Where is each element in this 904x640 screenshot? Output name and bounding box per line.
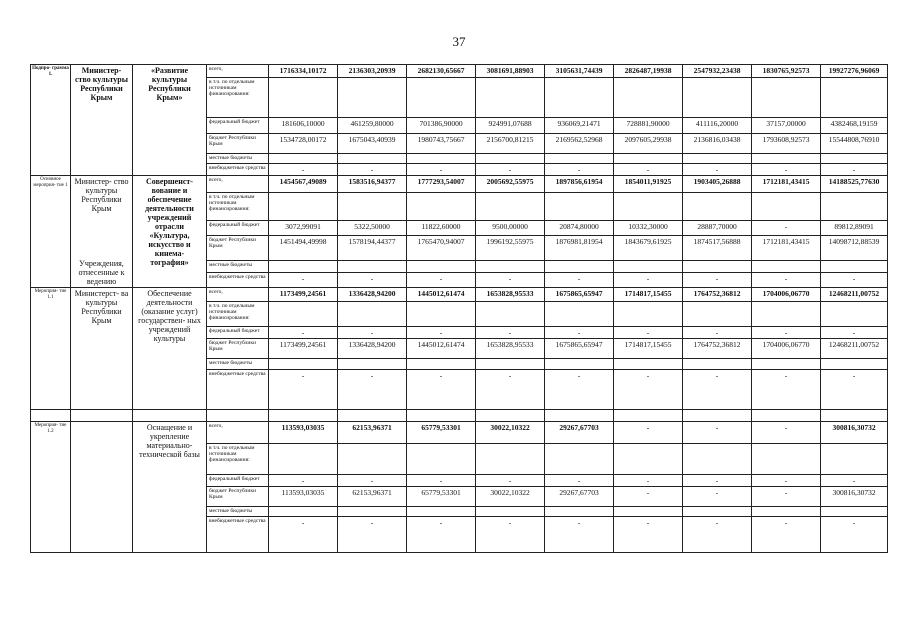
executor-cell bbox=[71, 422, 133, 553]
value-cell bbox=[683, 302, 752, 327]
value-cell: - bbox=[614, 327, 683, 339]
value-cell: 15544808,76910 bbox=[821, 134, 888, 154]
funding-source-label: внебюджетные средства bbox=[207, 517, 269, 553]
value-cell: 1583516,94377 bbox=[338, 176, 407, 193]
value-cell: 3105631,74439 bbox=[545, 65, 614, 78]
funding-source-label: федеральный бюджет bbox=[207, 327, 269, 339]
value-cell bbox=[269, 260, 338, 272]
funding-source-label: в т.ч. по отдельным источникам финансирования: bbox=[207, 444, 269, 475]
value-cell bbox=[407, 444, 476, 475]
executor-cell bbox=[71, 65, 133, 176]
value-cell: - bbox=[752, 517, 821, 553]
value-cell: 1714817,15455 bbox=[614, 339, 683, 359]
value-cell: 29267,67703 bbox=[545, 422, 614, 444]
funding-source-label: местные бюджеты bbox=[207, 154, 269, 164]
value-cell bbox=[683, 359, 752, 370]
executor-text: Министерст- ва культуры Республики Крым bbox=[74, 289, 129, 325]
value-cell bbox=[338, 444, 407, 475]
value-cell bbox=[821, 193, 888, 220]
value-cell: - bbox=[476, 327, 545, 339]
value-cell: 1903405,26888 bbox=[683, 176, 752, 193]
value-cell: 1704006,06770 bbox=[752, 288, 821, 302]
value-cell: - bbox=[338, 164, 407, 176]
value-cell: 2136816,03438 bbox=[683, 134, 752, 154]
value-cell: 3081691,88903 bbox=[476, 65, 545, 78]
value-cell: - bbox=[545, 164, 614, 176]
value-cell: - bbox=[821, 475, 888, 487]
row-code-cell: Подпро- грамма 1. bbox=[31, 65, 71, 176]
value-cell: - bbox=[407, 273, 476, 288]
spacer-cell bbox=[683, 410, 752, 422]
value-cell bbox=[614, 78, 683, 118]
value-cell: - bbox=[545, 370, 614, 410]
spacer-cell bbox=[821, 410, 888, 422]
value-cell bbox=[407, 507, 476, 517]
value-cell: 113593,03035 bbox=[269, 422, 338, 444]
funding-source-label: всего, bbox=[207, 176, 269, 193]
value-cell bbox=[683, 154, 752, 164]
value-cell bbox=[614, 154, 683, 164]
value-cell: 936069,21471 bbox=[545, 118, 614, 134]
value-cell: 1996192,55975 bbox=[476, 235, 545, 260]
funding-source-label: бюджет Республики Крым bbox=[207, 134, 269, 154]
value-cell bbox=[407, 78, 476, 118]
value-cell: - bbox=[545, 273, 614, 288]
funding-source-label: бюджет Республики Крым bbox=[207, 339, 269, 359]
funding-source-label: федеральный бюджет bbox=[207, 118, 269, 134]
funding-source-label: федеральный бюджет bbox=[207, 475, 269, 487]
value-cell: - bbox=[752, 220, 821, 235]
measure-name-cell: Совершенст- вование и обеспечение деятельности учреждений отрасли «Культура, искусство и кинема- тография» bbox=[133, 176, 207, 288]
funding-source-label: внебюджетные средства bbox=[207, 370, 269, 410]
value-cell: 1653828,95533 bbox=[476, 288, 545, 302]
value-cell: 14188525,77630 bbox=[821, 176, 888, 193]
value-cell: - bbox=[476, 517, 545, 553]
row-code-cell: Мероприя- тие 1.1 bbox=[31, 288, 71, 410]
value-cell: - bbox=[407, 517, 476, 553]
value-cell bbox=[821, 302, 888, 327]
value-cell: - bbox=[752, 422, 821, 444]
value-cell: 12468211,00752 bbox=[821, 288, 888, 302]
value-cell: 1534728,00172 bbox=[269, 134, 338, 154]
value-cell: - bbox=[614, 422, 683, 444]
value-cell: - bbox=[752, 487, 821, 507]
value-cell bbox=[683, 260, 752, 272]
spacer-cell bbox=[269, 410, 338, 422]
value-cell bbox=[752, 154, 821, 164]
value-cell: 2097605,29938 bbox=[614, 134, 683, 154]
value-cell bbox=[752, 302, 821, 327]
funding-source-label: внебюджетные средства bbox=[207, 164, 269, 176]
value-cell: 12468211,00752 bbox=[821, 339, 888, 359]
value-cell bbox=[545, 260, 614, 272]
value-cell: 1712181,43415 bbox=[752, 235, 821, 260]
value-cell bbox=[821, 154, 888, 164]
value-cell: - bbox=[752, 475, 821, 487]
funding-source-label: всего, bbox=[207, 288, 269, 302]
value-cell: - bbox=[821, 273, 888, 288]
value-cell: 1793608,92573 bbox=[752, 134, 821, 154]
value-cell: - bbox=[269, 370, 338, 410]
value-cell bbox=[476, 260, 545, 272]
value-cell: - bbox=[683, 327, 752, 339]
value-cell: - bbox=[476, 370, 545, 410]
value-cell: 14098712,88539 bbox=[821, 235, 888, 260]
executor-text: Министер- ство культуры Республики Крым bbox=[75, 66, 128, 102]
value-cell bbox=[476, 78, 545, 118]
value-cell: 11822,60000 bbox=[407, 220, 476, 235]
value-cell bbox=[338, 302, 407, 327]
spacer-cell bbox=[133, 410, 207, 422]
spacer-cell bbox=[407, 410, 476, 422]
value-cell: 1336428,94200 bbox=[338, 288, 407, 302]
value-cell: 1980743,75667 bbox=[407, 134, 476, 154]
value-cell: 3072,99091 bbox=[269, 220, 338, 235]
value-cell: 1578194,44377 bbox=[338, 235, 407, 260]
value-cell: 461259,80000 bbox=[338, 118, 407, 134]
value-cell: - bbox=[269, 273, 338, 288]
value-cell: 1653828,95533 bbox=[476, 339, 545, 359]
value-cell: - bbox=[614, 487, 683, 507]
value-cell: 1675043,40939 bbox=[338, 134, 407, 154]
funding-source-label: местные бюджеты bbox=[207, 260, 269, 272]
value-cell: 2169562,52968 bbox=[545, 134, 614, 154]
value-cell bbox=[407, 302, 476, 327]
value-cell: 1445012,61474 bbox=[407, 288, 476, 302]
value-cell: 1714817,15455 bbox=[614, 288, 683, 302]
value-cell: - bbox=[821, 370, 888, 410]
value-cell: 9500,00000 bbox=[476, 220, 545, 235]
value-cell bbox=[338, 78, 407, 118]
value-cell: - bbox=[545, 327, 614, 339]
funding-source-label: местные бюджеты bbox=[207, 359, 269, 370]
value-cell bbox=[269, 507, 338, 517]
value-cell: 1765470,94007 bbox=[407, 235, 476, 260]
executor-cell bbox=[71, 288, 133, 410]
value-cell bbox=[545, 193, 614, 220]
value-cell: 300816,30732 bbox=[821, 422, 888, 444]
value-cell: - bbox=[407, 475, 476, 487]
value-cell bbox=[338, 154, 407, 164]
value-cell: - bbox=[683, 487, 752, 507]
value-cell bbox=[752, 507, 821, 517]
value-cell: - bbox=[683, 164, 752, 176]
value-cell bbox=[407, 193, 476, 220]
value-cell: - bbox=[338, 327, 407, 339]
value-cell bbox=[683, 193, 752, 220]
value-cell: - bbox=[545, 475, 614, 487]
funding-table bbox=[30, 64, 888, 553]
value-cell bbox=[683, 444, 752, 475]
value-cell: 2156700,81215 bbox=[476, 134, 545, 154]
value-cell: - bbox=[752, 273, 821, 288]
value-cell: 181606,10000 bbox=[269, 118, 338, 134]
value-cell: 1675865,65947 bbox=[545, 288, 614, 302]
page-number: 37 bbox=[452, 34, 466, 49]
value-cell: - bbox=[476, 164, 545, 176]
value-cell bbox=[683, 78, 752, 118]
spacer-cell bbox=[752, 410, 821, 422]
funding-source-label: бюджет Республики Крым bbox=[207, 235, 269, 260]
value-cell: 1897856,61954 bbox=[545, 176, 614, 193]
value-cell: 37157,00000 bbox=[752, 118, 821, 134]
value-cell: 28887,70000 bbox=[683, 220, 752, 235]
value-cell: 1173499,24561 bbox=[269, 339, 338, 359]
executor-text: Министер- ство культуры Республики Крым bbox=[74, 177, 129, 213]
value-cell: - bbox=[614, 370, 683, 410]
value-cell: 1454567,49089 bbox=[269, 176, 338, 193]
value-cell bbox=[269, 359, 338, 370]
value-cell: - bbox=[752, 164, 821, 176]
value-cell: 1764752,36812 bbox=[683, 288, 752, 302]
value-cell: 2005692,55975 bbox=[476, 176, 545, 193]
value-cell: 728881,90000 bbox=[614, 118, 683, 134]
value-cell: 19927276,96069 bbox=[821, 65, 888, 78]
value-cell bbox=[614, 359, 683, 370]
table-row bbox=[31, 65, 888, 78]
value-cell: - bbox=[614, 164, 683, 176]
value-cell: - bbox=[683, 273, 752, 288]
value-cell bbox=[752, 78, 821, 118]
value-cell bbox=[821, 444, 888, 475]
value-cell bbox=[407, 359, 476, 370]
value-cell: - bbox=[407, 327, 476, 339]
value-cell bbox=[752, 260, 821, 272]
value-cell: - bbox=[476, 273, 545, 288]
value-cell: 29267,67703 bbox=[545, 487, 614, 507]
value-cell bbox=[545, 302, 614, 327]
value-cell: - bbox=[683, 517, 752, 553]
funding-source-label: местные бюджеты bbox=[207, 507, 269, 517]
value-cell: - bbox=[407, 370, 476, 410]
funding-source-label: всего, bbox=[207, 65, 269, 78]
value-cell: 2136303,20939 bbox=[338, 65, 407, 78]
value-cell: 1445012,61474 bbox=[407, 339, 476, 359]
value-cell: 5322,50000 bbox=[338, 220, 407, 235]
value-cell bbox=[614, 302, 683, 327]
measure-name-cell: Оснащение и укрепление материально- технической базы bbox=[133, 422, 207, 553]
funding-source-label: в т.ч. по отдельным источникам финансирования: bbox=[207, 78, 269, 118]
value-cell: 65779,53301 bbox=[407, 487, 476, 507]
value-cell: - bbox=[269, 475, 338, 487]
value-cell: 1712181,43415 bbox=[752, 176, 821, 193]
value-cell: 62153,96371 bbox=[338, 422, 407, 444]
spacer-cell bbox=[545, 410, 614, 422]
value-cell bbox=[476, 154, 545, 164]
value-cell: - bbox=[752, 370, 821, 410]
table-row bbox=[31, 422, 888, 444]
spacer-row bbox=[31, 410, 888, 422]
value-cell bbox=[821, 359, 888, 370]
value-cell bbox=[614, 444, 683, 475]
value-cell bbox=[476, 193, 545, 220]
executor-cell bbox=[71, 176, 133, 288]
value-cell: - bbox=[545, 517, 614, 553]
row-code-cell: Мероприя- тие 1.2 bbox=[31, 422, 71, 553]
value-cell: 20874,80000 bbox=[545, 220, 614, 235]
value-cell: - bbox=[614, 273, 683, 288]
value-cell: 65779,53301 bbox=[407, 422, 476, 444]
value-cell: - bbox=[338, 517, 407, 553]
value-cell bbox=[407, 260, 476, 272]
spacer-cell bbox=[71, 410, 133, 422]
value-cell bbox=[545, 444, 614, 475]
spacer-cell bbox=[207, 410, 269, 422]
value-cell: 1336428,94200 bbox=[338, 339, 407, 359]
value-cell: - bbox=[821, 327, 888, 339]
measure-name-cell: «Развитие культуры Республики Крым» bbox=[133, 65, 207, 176]
value-cell: 2826487,19938 bbox=[614, 65, 683, 78]
value-cell bbox=[821, 260, 888, 272]
value-cell bbox=[752, 444, 821, 475]
value-cell: 300816,30732 bbox=[821, 487, 888, 507]
value-cell: 1876981,81954 bbox=[545, 235, 614, 260]
value-cell: - bbox=[821, 164, 888, 176]
value-cell bbox=[269, 302, 338, 327]
value-cell bbox=[614, 507, 683, 517]
value-cell: 1675865,65947 bbox=[545, 339, 614, 359]
value-cell: - bbox=[683, 370, 752, 410]
value-cell bbox=[407, 154, 476, 164]
value-cell: - bbox=[269, 327, 338, 339]
funding-table-wrapper bbox=[30, 64, 888, 553]
value-cell: 924991,07688 bbox=[476, 118, 545, 134]
value-cell: - bbox=[683, 475, 752, 487]
value-cell: - bbox=[683, 422, 752, 444]
value-cell bbox=[476, 444, 545, 475]
value-cell bbox=[614, 193, 683, 220]
value-cell bbox=[269, 78, 338, 118]
executor-note: Учреждения, отнесенные к ведению bbox=[78, 259, 125, 286]
value-cell: - bbox=[338, 475, 407, 487]
value-cell bbox=[338, 193, 407, 220]
value-cell: - bbox=[752, 327, 821, 339]
value-cell bbox=[269, 154, 338, 164]
value-cell bbox=[476, 302, 545, 327]
value-cell: 89812,89091 bbox=[821, 220, 888, 235]
value-cell: 1716334,10172 bbox=[269, 65, 338, 78]
value-cell: - bbox=[407, 164, 476, 176]
value-cell bbox=[476, 507, 545, 517]
value-cell bbox=[269, 444, 338, 475]
value-cell bbox=[338, 359, 407, 370]
value-cell: 1854011,91925 bbox=[614, 176, 683, 193]
value-cell: - bbox=[614, 517, 683, 553]
value-cell bbox=[683, 507, 752, 517]
value-cell: - bbox=[821, 517, 888, 553]
spacer-cell bbox=[338, 410, 407, 422]
value-cell bbox=[821, 507, 888, 517]
value-cell: 30022,10322 bbox=[476, 422, 545, 444]
value-cell bbox=[821, 78, 888, 118]
value-cell: 1451494,49998 bbox=[269, 235, 338, 260]
funding-source-label: в т.ч. по отдельным источникам финансирования: bbox=[207, 193, 269, 220]
value-cell: - bbox=[269, 164, 338, 176]
row-code-cell: Основное мероприя- тие 1 bbox=[31, 176, 71, 288]
value-cell bbox=[614, 260, 683, 272]
value-cell bbox=[338, 507, 407, 517]
value-cell: 113593,03035 bbox=[269, 487, 338, 507]
value-cell: 1777293,54007 bbox=[407, 176, 476, 193]
value-cell: 30022,10322 bbox=[476, 487, 545, 507]
value-cell bbox=[545, 507, 614, 517]
value-cell bbox=[338, 260, 407, 272]
table-row bbox=[31, 176, 888, 193]
value-cell bbox=[545, 359, 614, 370]
value-cell: 1874517,56888 bbox=[683, 235, 752, 260]
value-cell: 1843679,61925 bbox=[614, 235, 683, 260]
value-cell: - bbox=[614, 475, 683, 487]
value-cell bbox=[752, 193, 821, 220]
value-cell: 1830765,92573 bbox=[752, 65, 821, 78]
value-cell bbox=[545, 78, 614, 118]
value-cell: 2547932,23438 bbox=[683, 65, 752, 78]
value-cell: 1764752,36812 bbox=[683, 339, 752, 359]
value-cell: 62153,96371 bbox=[338, 487, 407, 507]
value-cell: - bbox=[476, 475, 545, 487]
spacer-cell bbox=[614, 410, 683, 422]
funding-source-label: в т.ч. по отдельным источникам финансирования: bbox=[207, 302, 269, 327]
funding-source-label: бюджет Республики Крым bbox=[207, 487, 269, 507]
value-cell bbox=[752, 359, 821, 370]
value-cell: 4382468,19159 bbox=[821, 118, 888, 134]
spacer-cell bbox=[31, 410, 71, 422]
value-cell: 1704006,06770 bbox=[752, 339, 821, 359]
spacer-cell bbox=[476, 410, 545, 422]
value-cell: - bbox=[338, 273, 407, 288]
funding-source-label: федеральный бюджет bbox=[207, 220, 269, 235]
value-cell bbox=[269, 193, 338, 220]
value-cell bbox=[545, 154, 614, 164]
value-cell: 701386,90000 bbox=[407, 118, 476, 134]
value-cell: - bbox=[269, 517, 338, 553]
measure-name-cell: Обеспечение деятельности (оказание услуг) государствен- ных учреждений культуры bbox=[133, 288, 207, 410]
funding-source-label: внебюджетные средства bbox=[207, 273, 269, 288]
value-cell: - bbox=[338, 370, 407, 410]
value-cell: 1173499,24561 bbox=[269, 288, 338, 302]
funding-source-label: всего, bbox=[207, 422, 269, 444]
value-cell: 2682130,65667 bbox=[407, 65, 476, 78]
value-cell bbox=[476, 359, 545, 370]
value-cell: 10332,30000 bbox=[614, 220, 683, 235]
table-row bbox=[31, 288, 888, 302]
value-cell: 411116,20000 bbox=[683, 118, 752, 134]
